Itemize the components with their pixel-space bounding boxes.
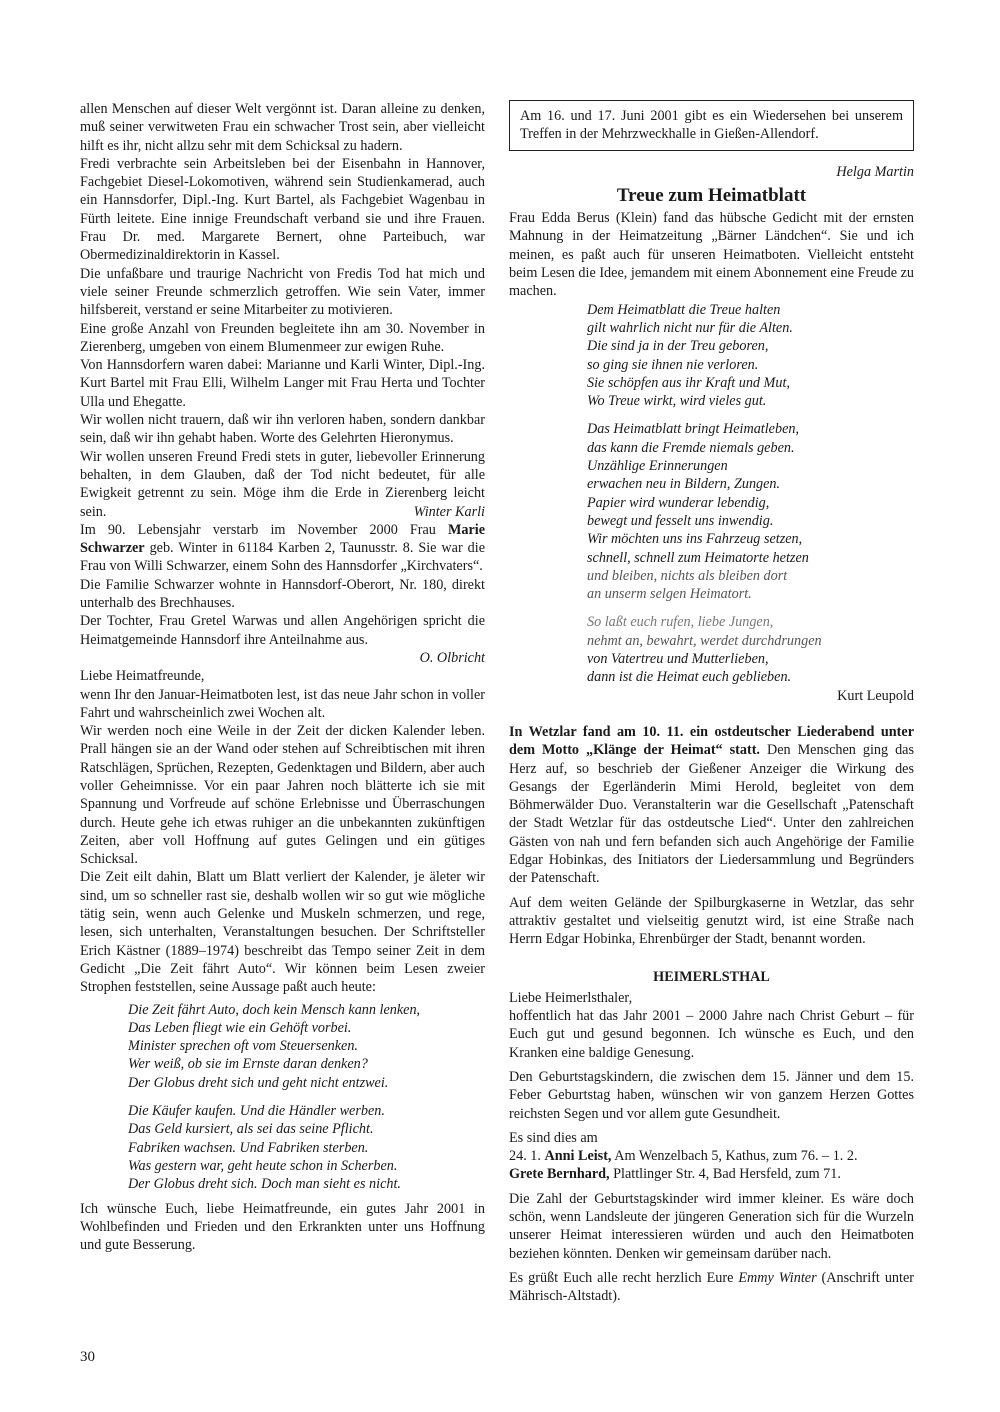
poem-stanza — [587, 613, 914, 686]
paragraph: Die Familie Schwarzer wohnte in Hannsdorf-Oberort, Nr. 180, direkt unterhalb des Brechhauses. — [80, 576, 485, 612]
paragraph: wenn Ihr den Januar-Heimatboten lest, ist das neue Jahr schon in voller Fahrt und wahrscheinlich zwei Wochen alt. — [80, 686, 485, 721]
paragraph: Liebe Heimatfreunde, — [80, 668, 205, 685]
person-name: Marie Schwarzer — [80, 521, 485, 557]
paragraph: Von Hannsdorfern waren dabei: Marianne und Karli Winter, Dipl.-Ing. Kurt Bartel mit Frau Elli, Wilhelm Langer mit Frau Herta und Tochter Ulla und Ehegatte. — [80, 357, 485, 410]
signature: O. Olbricht — [419, 649, 485, 666]
poem-line: Was gestern war, geht heute schon in Scherben. — [128, 1157, 398, 1174]
kaestner-poem — [128, 1001, 485, 1194]
poem-stanza — [128, 1001, 485, 1092]
poem-line: Minister sprechen oft vom Steuersenken. — [128, 1038, 358, 1055]
paragraph: Frau Edda Berus (Klein) fand das hübsche Gedicht mit der ernsten Mahnung in der Heimatzeitung „Bärner Ländchen“. Sie und ich meinen, es paßt auch für unseren Heimatboten. Vielleicht entsteht beim Lesen die Idee, jemandem mit einem Abonnement eine Freude zu machen. — [509, 210, 914, 300]
paragraph: 24. 1. Anni Leist, Am Wenzelbach 5, Kathus, zum 76. – 1. 2. Grete Bernhard, Plattlinger Str. 4, Bad Hersfeld, zum 71. — [509, 1148, 858, 1183]
paragraph: Es sind dies am — [509, 1129, 598, 1146]
person-name: Anni Leist, — [544, 1148, 612, 1165]
right-column — [509, 100, 914, 1306]
paragraph: Wir werden noch eine Weile in der Zeit der dicken Kalender leben. Prall hängen sie an der Wand oder stehen auf Schreibtischen mit ihren Ratschlägen, Sprüchen, Rezepten, Gedenktagen und Bildern, aber auch voller Geheimnisse. Vor ein paar Jahren noch blätterte ich sie mit Spannung und Vorfreude auf schöne Erlebnisse und Überraschungen durch. Heute gehe ich etwas ruhiger an die unbekannten zukünftigen Zeiten, aber voll Hoffnung auf gutes Gelingen und ein gütiges Schicksal. — [80, 723, 485, 868]
paragraph: allen Menschen auf dieser Welt vergönnt ist. Daran alleine zu denken, muß seiner verwitweten Frau ein schwacher Trost sein, aber vielleicht hilft es ihr, nicht allzu sehr mit dem Schicksal zu hadern. — [80, 101, 485, 154]
signature: Kurt Leupold — [837, 687, 914, 704]
page-number: 30 — [80, 1349, 95, 1365]
paragraph: Liebe Heimerlsthaler, — [509, 989, 633, 1006]
paragraph: Im 90. Lebensjahr verstarb im November 2000 Frau Marie Schwarzer geb. Winter in 61184 Karben 2, Taunusstr. 8. Sie war die Frau von Willi Schwarzer, einem Sohn des Hannsdorfer „Kirchvaters“. — [80, 521, 485, 575]
paragraph: hoffentlich hat das Jahr 2001 – 2000 Jahre nach Christ Geburt – für Euch gut und gesund begonnen. Ich wünsche es Euch, und den Kranken eine baldige Genesung. — [509, 1008, 914, 1061]
announcement-text: Am 16. und 17. Juni 2001 gibt es ein Wiedersehen bei unserem Treffen in der Mehrzweckhalle in Gießen-Allendorf. — [520, 108, 903, 143]
paragraph: Die Zahl der Geburtstagskinder wird immer kleiner. Es wäre doch schön, wenn Landsleute der jüngeren Generation sich für die Wurzeln unserer Heimat interessieren würden und auch den Heimatboten beziehen könnten. Denken wir gemeinsam darüber nach. — [509, 1190, 914, 1262]
poem-line: Der Globus dreht sich. Doch man sieht es nicht. — [128, 1176, 401, 1193]
poem-line: Fabriken wachsen. Und Fabriken sterben. — [128, 1139, 369, 1156]
paragraph: Wir wollen unseren Freund Fredi stets in guter, liebevoller Erinnerung behalten, in dem Glauben, daß der Tod nicht bedeutet, für alle Ewigkeit getrennt zu sein. Möge ihm die Erde in Zierenberg leicht sein. — [80, 448, 485, 520]
poem-line: und bleiben, nichts als bleiben dort — [587, 567, 788, 584]
signature: Helga Martin — [836, 163, 914, 180]
poem-line: das kann die Fremde niemals geben. — [587, 439, 795, 456]
poem-line: Papier wird wunderar lebendig, — [587, 494, 770, 511]
heimatblatt-poem — [587, 301, 914, 687]
section-heading: Treue zum Heimatblatt — [616, 184, 807, 206]
paragraph: Auf dem weiten Gelände der Spilburgkaserne in Wetzlar, das sehr attraktiv gestaltet und vielseitig genutzt wird, ist eine Straße nach Herrn Edgar Hobinka, Ehrenbürger der Stadt, benannt worden. — [509, 894, 914, 948]
poem-line: Wo Treue wirkt, wird vieles gut. — [587, 393, 767, 410]
poem-line: nehmt an, bewahrt, werdet durchdrungen — [587, 632, 822, 649]
poem-line: Das Heimatblatt bringt Heimatleben, — [587, 421, 800, 438]
lead-in: In Wetzlar fand am 10. 11. ein ostdeutscher Liederabend unter dem Motto „Klänge der Heimat“ statt. — [509, 723, 914, 759]
poem-line: Die Zeit fährt Auto, doch kein Mensch kann lenken, — [128, 1001, 421, 1018]
poem-line: So laßt euch rufen, liebe Jungen, — [587, 614, 774, 631]
poem-line: Unzählige Erinnerungen — [587, 458, 728, 475]
poem-stanza — [587, 301, 914, 411]
paragraph: Es grüßt Euch alle recht herzlich Eure Emmy Winter (Anschrift unter Mährisch-Altstadt). — [509, 1269, 914, 1305]
announcement-box — [509, 100, 914, 151]
paragraph: Eine große Anzahl von Freunden begleitete ihn am 30. November in Zierenberg, umgeben von einem Blumenmeer zur ewigen Ruhe. — [80, 320, 485, 355]
poem-line: Dem Heimatblatt die Treue halten — [587, 301, 781, 318]
paragraph: Den Geburtstagskindern, die zwischen dem 15. Jänner und dem 15. Feber Geburtstag haben, wünschen wir von ganzem Herzen Gottes reichsten Segen und vor allem gute Gesundheit. — [509, 1068, 914, 1122]
left-column — [80, 100, 485, 1254]
paragraph: Die unfaßbare und traurige Nachricht von Fredis Tod hat mich und viele seiner Freunde schmerzlich getroffen. Wie sein Vater, immer hilfsbereit, verstand er seine Mitarbeiter zu motivieren. — [80, 265, 485, 319]
poem-line: schnell, schnell zum Heimatorte hetzen — [587, 549, 809, 566]
poem-line: Wer weiß, ob sie im Ernste daran denken? — [128, 1056, 368, 1073]
poem-line: bewegt und fesselt uns inwendig. — [587, 512, 774, 529]
poem-line: so ging sie ihnen nie verloren. — [587, 356, 759, 373]
paragraph: Der Tochter, Frau Gretel Warwas und allen Angehörigen spricht die Heimatgemeinde Hannsdorf ihre Anteilnahme aus. — [80, 613, 485, 648]
poem-line: Die sind ja in der Treu geboren, — [587, 338, 769, 355]
poem-line: dann ist die Heimat euch geblieben. — [587, 669, 792, 686]
poem-line: Wir möchten uns ins Fahrzeug setzen, — [587, 531, 803, 548]
poem-line: Der Globus dreht sich und geht nicht entzwei. — [128, 1074, 389, 1091]
paragraph: Die Zeit eilt dahin, Blatt um Blatt verliert der Kalender, je äleter wir sind, um so schneller rast sie, deshalb wollen wir so gut wie mögliche tätig sein, wenn auch Gelenke und Muskeln schmerzen, und rege, lesen, sich unterhalten, Veranstaltungen besuchen. Der Schriftsteller Erich Kästner (1889–1974) beschreibt das Tempo seiner Zeit in dem Gedicht „Die Zeit fährt Auto“. Wir können beim Lesen zweier Strophen feststellen, seine Aussage paßt auch heute: — [80, 869, 485, 996]
poem-line: Sie schöpfen aus ihr Kraft und Mut, — [587, 374, 790, 391]
paragraph: Ich wünsche Euch, liebe Heimatfreunde, ein gutes Jahr 2001 in Wohlbefinden und Frieden und den Erkrankten unter uns Hoffnung und gute Besserung. — [80, 1200, 485, 1254]
poem-line: an unserm selgen Heimatort. — [587, 586, 752, 603]
poem-line: von Vatertreu und Mutterlieben, — [587, 651, 769, 668]
poem-line: Die Käufer kaufen. Und die Händler werben. — [128, 1103, 385, 1120]
poem-line: erwachen neu in Bildern, Zungen. — [587, 476, 781, 493]
poem-line: gilt wahrlich nicht nur für die Alten. — [587, 319, 793, 336]
poem-stanza — [587, 420, 914, 603]
poem-stanza — [128, 1102, 485, 1193]
paragraph: Wir wollen nicht trauern, daß wir ihn verloren haben, sondern dankbar sein, daß wir ihn gehabt haben. Worte des Gelehrten Hieronymus. — [80, 412, 485, 447]
poem-line: Das Geld kursiert, als sei das seine Pflicht. — [128, 1121, 374, 1138]
section-heading: HEIMERLSTHAL — [653, 969, 770, 986]
signature: Winter Karli — [413, 503, 485, 520]
poem-line: Das Leben fliegt wie ein Gehöft vorbei. — [128, 1019, 352, 1036]
paragraph: Fredi verbrachte sein Arbeitsleben bei der Eisenbahn in Hannover, Fachgebiet Diesel-Lokomotiven, während sein Studienkamerad, auch ein Hannsdorfer, Dipl.-Ing. Kurt Bartel, als Fachgebiet Wagenbau in Fürth leitete. Eine innige Freundschaft verband sie und ihre Frauen. Frau Dr. med. Margarete Bernert, ohne Parteibuch, war Obermedizinaldirektorin in Kassel. — [80, 155, 485, 264]
paragraph: In Wetzlar fand am 10. 11. ein ostdeutscher Liederabend unter dem Motto „Klänge der Heimat“ statt. Den Menschen ging das Herz auf, so beschrieb der Gießener Anzeiger die Wirkung des Gesangs der Egerländerin Mimi Herold, begleitet von dem Böhmerwälder Duo. Veranstalterin war die Gesellschaft „Patenschaft der Stadt Wetzlar für das ostdeutsche Lied“. Unter den zahlreichen Gästen von nah und fern befanden sich auch Angehörige der Familie Edgar Hobinkas, des Initiators der Liedersammlung und Begründers der Patenschaft. — [509, 723, 914, 887]
person-name: Emmy Winter — [738, 1269, 817, 1286]
person-name: Grete Bernhard, — [509, 1166, 610, 1183]
